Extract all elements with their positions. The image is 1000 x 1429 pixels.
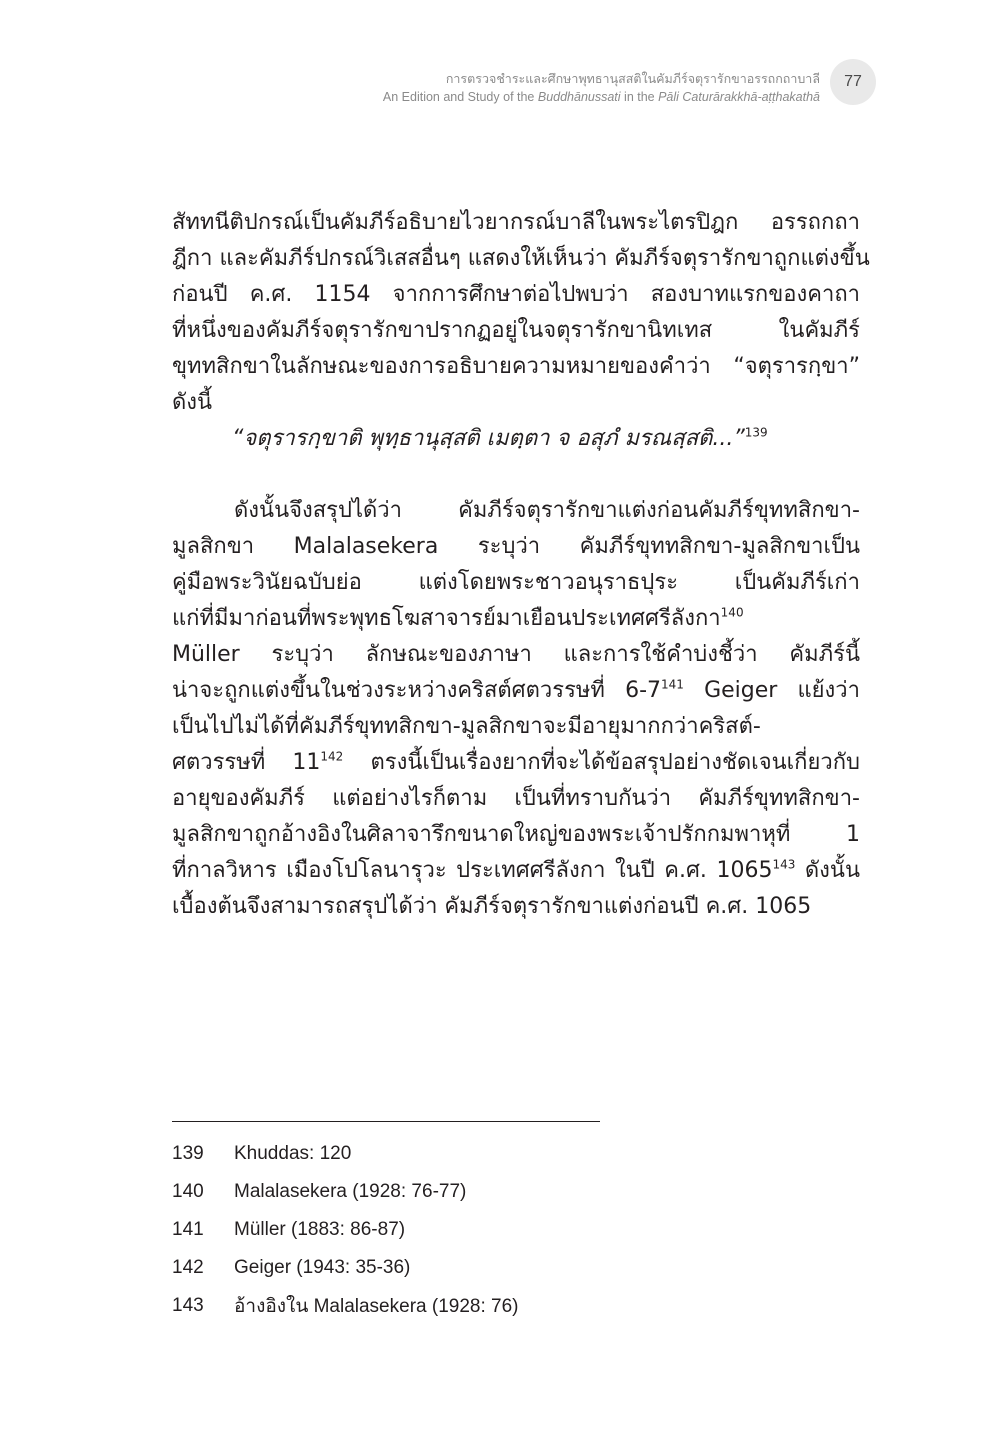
- header-en-prefix: An Edition and Study of the: [382, 90, 538, 104]
- p2-line-6-tail: Geiger แย้งว่า: [683, 678, 861, 703]
- footnote-141: [172, 1211, 518, 1249]
- footnote-ref-140[interactable]: 140: [720, 605, 744, 620]
- footnote-number: 142: [172, 1257, 204, 1278]
- footnote-139: [172, 1135, 518, 1173]
- p1-line-6: ดังนี้: [172, 390, 213, 415]
- p2-line-4-text: แก่ที่มีมาก่อนที่พระพุทธโฆสาจารย์มาเยือนประเทศศรีลังกา: [172, 606, 721, 631]
- paragraph-2: [172, 493, 860, 925]
- paragraph-1: [172, 205, 870, 421]
- p2-line-6-text: น่าจะถูกแต่งขึ้นในช่วงระหว่างคริสต์ศตวรรษที่ 6-7: [172, 678, 662, 703]
- p1-line-5: ขุททสิกขาในลักษณะของการอธิบายความหมายของคำว่า “จตุรารกฺขา”: [172, 354, 860, 379]
- footnote-text: Geiger (1943: 35-36): [234, 1257, 411, 1278]
- p1-line-3: ก่อนปี ค.ศ. 1154 จากการศึกษาต่อไปพบว่า สองบาทแรกของคาถา: [172, 282, 860, 307]
- footnote-142: [172, 1249, 518, 1287]
- p2-line-10: มูลสิกขาถูกอ้างอิงในศิลาจารึกขนาดใหญ่ของพระเจ้าปรักกมพาหุที่ 1: [172, 822, 860, 847]
- header-thai-title: การตรวจชำระและศึกษาพุทธานุสสติในคัมภีร์จตุรารักขาอรรถกถาบาลี: [445, 71, 820, 86]
- footnote-number: 139: [172, 1143, 204, 1164]
- p1-line-2: ฎีกา และคัมภีร์ปกรณ์วิเสสอื่นๆ แสดงให้เห็นว่า คัมภีร์จตุรารักขาถูกแต่งขึ้น: [172, 246, 870, 271]
- p2-line-9: อายุของคัมภีร์ แต่อย่างไรก็ตาม เป็นที่ทราบกันว่า คัมภีร์ขุททสิกขา-: [172, 786, 860, 811]
- p2-line-11-tail: ดังนั้น: [795, 858, 860, 883]
- p2-line-6: [172, 673, 860, 709]
- footnote-ref-143[interactable]: 143: [772, 857, 796, 872]
- p2-line-11: [172, 853, 860, 889]
- footnote-text: Müller (1883: 86-87): [234, 1219, 406, 1240]
- footnote-140: [172, 1173, 518, 1211]
- p2-line-3: คู่มือพระวินัยฉบับย่อ แต่งโดยพระชาวอนุราธปุระ เป็นคัมภีร์เก่า: [172, 570, 860, 595]
- p1-line-1: สัททนีติปกรณ์เป็นคัมภีร์อธิบายไวยากรณ์บาลีในพระไตรปิฎก อรรถกถา: [172, 210, 860, 235]
- p2-line-8-text: ศตวรรษที่ 11: [172, 750, 321, 775]
- footnote-143: [172, 1287, 518, 1325]
- running-header: [383, 70, 820, 106]
- pali-quote: [172, 421, 860, 457]
- footnote-text: อ้างอิงใน Malalasekera (1928: 76): [234, 1296, 519, 1317]
- footnote-ref-142[interactable]: 142: [320, 749, 344, 764]
- p2-line-12: เบื้องต้นจึงสามารถสรุปได้ว่า คัมภีร์จตุรารักขาแต่งก่อนปี ค.ศ. 1065: [172, 894, 812, 919]
- quote-text: “จตุรารกฺขาติ พุทฺธานุสฺสติ เมตฺตา จ อสุภํ มรณสฺสติ...”: [232, 426, 745, 451]
- footnote-ref-141[interactable]: 141: [661, 677, 684, 692]
- footnote-divider: [172, 1121, 600, 1122]
- footnote-ref-139[interactable]: 139: [744, 425, 768, 440]
- header-english-title: [383, 88, 820, 106]
- p2-line-8-tail: ตรงนี้เป็นเรื่องยากที่จะได้ข้อสรุปอย่างชัดเจนเกี่ยวกับ: [343, 750, 860, 775]
- p2-line-8: [172, 745, 860, 781]
- p2-line-1: ดังนั้นจึงสรุปได้ว่า คัมภีร์จตุรารักขาแต่งก่อนคัมภีร์ขุททสิกขา-: [234, 498, 860, 523]
- main-text: [172, 205, 870, 925]
- footnotes: [172, 1135, 518, 1325]
- header-en-work1: Buddhānussati: [537, 90, 621, 104]
- p2-line-5: Müller ระบุว่า ลักษณะของภาษา และการใช้คำบ่งชี้ว่า คัมภีร์นี้: [172, 642, 860, 667]
- p2-line-2: มูลสิกขา Malalasekera ระบุว่า คัมภีร์ขุททสิกขา-มูลสิกขาเป็น: [172, 534, 860, 559]
- p1-line-4: ที่หนึ่งของคัมภีร์จตุรารักขาปรากฏอยู่ในจตุรารักขานิทเทส ในคัมภีร์: [172, 318, 860, 343]
- p2-line-11-text: ที่กาลวิหาร เมืองโปโลนารุวะ ประเทศศรีลังกา ในปี ค.ศ. 1065: [172, 858, 773, 883]
- p2-line-4: [172, 601, 860, 637]
- header-en-work2: Pāli Caturārakkhā-aṭṭhakathā: [658, 90, 820, 104]
- page-number: 77: [830, 59, 876, 105]
- footnote-text: Khuddas: 120: [234, 1143, 352, 1164]
- footnote-number: 143: [172, 1295, 204, 1316]
- footnote-text: Malalasekera (1928: 76-77): [234, 1181, 467, 1202]
- footnote-number: 140: [172, 1181, 204, 1202]
- header-en-mid: in the: [620, 90, 659, 104]
- footnote-number: 141: [172, 1219, 204, 1240]
- p2-line-7: เป็นไปไม่ได้ที่คัมภีร์ขุททสิกขา-มูลสิกขาจะมีอายุมากกว่าคริสต์-: [172, 714, 761, 739]
